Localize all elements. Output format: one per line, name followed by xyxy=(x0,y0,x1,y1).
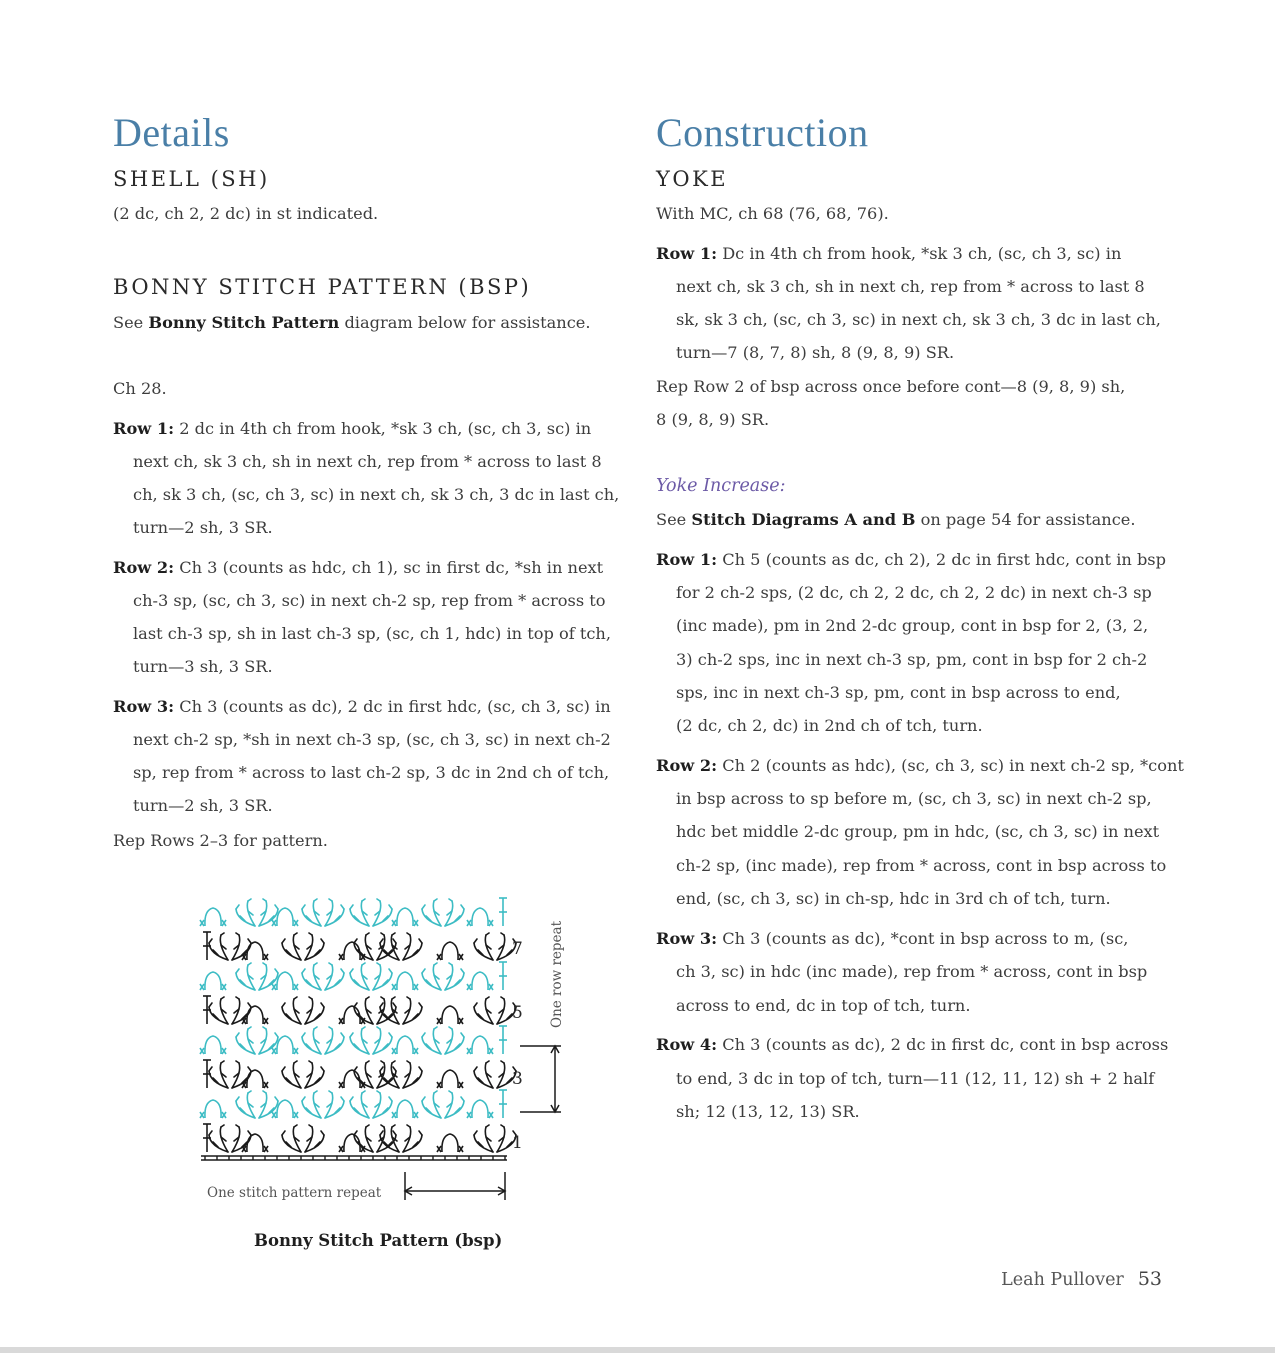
yoke-increase-heading: Yoke Increase: xyxy=(656,476,786,496)
yoke-repeat-line: Rep Row 2 of bsp across once before cont—8 (9, 8, 9) sh, xyxy=(656,377,1126,396)
bsp-row3-line: turn—2 sh, 3 SR. xyxy=(133,796,273,815)
running-title: Leah Pullover xyxy=(1001,1270,1124,1290)
inc-row4-line: sh; 12 (13, 12, 13) SR. xyxy=(676,1102,860,1121)
bsp-row2-line: last ch-3 sp, sh in last ch-3 sp, (sc, ch 1, hdc) in top of tch, xyxy=(133,624,611,643)
bsp-row1-line: ch, sk 3 ch, (sc, ch 3, sc) in next ch, sk 3 ch, 3 dc in last ch, xyxy=(133,485,620,504)
yoke-row1-line: next ch, sk 3 ch, sh in next ch, rep from * across to last 8 xyxy=(676,277,1145,296)
row-label: Row 2: xyxy=(113,558,175,577)
bsp-row2-line: Row 2: Ch 3 (counts as hdc, ch 1), sc in first dc, *sh in next xyxy=(113,558,604,577)
inc-row2-line: hdc bet middle 2-dc group, pm in hdc, (sc, ch 3, sc) in next xyxy=(676,822,1160,841)
bottom-rule xyxy=(0,1347,1275,1353)
stitch-repeat-bracket xyxy=(405,1172,505,1200)
yoke-increase-intro: See Stitch Diagrams A and B on page 54 for assistance. xyxy=(656,510,1136,529)
shell-subhead: SHELL (SH) xyxy=(113,167,270,191)
bsp-row3-line: Row 3: Ch 3 (counts as dc), 2 dc in first hdc, (sc, ch 3, sc) in xyxy=(113,697,611,716)
bsp-row1-line: Row 1: 2 dc in 4th ch from hook, *sk 3 ch, (sc, ch 3, sc) in xyxy=(113,419,592,438)
row-label: Row 2: xyxy=(656,756,718,775)
yoke-row1-line: sk, sk 3 ch, (sc, ch 3, sc) in next ch, sk 3 ch, 3 dc in last ch, xyxy=(676,310,1161,329)
yoke-row1-line: Row 1: Dc in 4th ch from hook, *sk 3 ch, (sc, ch 3, sc) in xyxy=(656,244,1122,263)
bsp-row1-line: next ch, sk 3 ch, sh in next ch, rep from * across to last 8 xyxy=(133,452,602,471)
row-label: Row 3: xyxy=(656,929,718,948)
inc-row1-line: Row 1: Ch 5 (counts as dc, ch 2), 2 dc in first hdc, cont in bsp xyxy=(656,550,1166,569)
row-label: Row 3: xyxy=(113,697,175,716)
row-label: Row 1: xyxy=(656,550,718,569)
yoke-row1-line: turn—7 (8, 7, 8) sh, 8 (9, 8, 9) SR. xyxy=(676,343,955,362)
stitch-repeat-label: One stitch pattern repeat xyxy=(207,1185,382,1201)
inc-row1-line: (inc made), pm in 2nd 2-dc group, cont in bsp for 2, (3, 2, xyxy=(676,616,1149,635)
bsp-row1-line: turn—2 sh, 3 SR. xyxy=(133,518,273,537)
inc-row2-line: Row 2: Ch 2 (counts as hdc), (sc, ch 3, sc) in next ch-2 sp, *cont xyxy=(656,756,1184,775)
inc-row2-line: in bsp across to sp before m, (sc, ch 3, sc) in next ch-2 sp, xyxy=(676,789,1152,808)
row-label-5: 5 xyxy=(512,1003,523,1023)
row-repeat-bracket xyxy=(520,1046,561,1112)
row-label-3: 3 xyxy=(512,1069,523,1089)
inc-row2-line: ch-2 sp, (inc made), rep from * across, cont in bsp across to xyxy=(676,856,1167,875)
bsp-intro: See Bonny Stitch Pattern diagram below for assistance. xyxy=(113,313,591,332)
inc-row3-line: across to end, dc in top of tch, turn. xyxy=(676,996,971,1015)
bsp-subhead: BONNY STITCH PATTERN (BSP) xyxy=(113,275,532,299)
diagram-caption: Bonny Stitch Pattern (bsp) xyxy=(254,1231,503,1250)
row-label-1: 1 xyxy=(512,1133,523,1153)
page-number: 53 xyxy=(1137,1268,1162,1290)
inc-row1-line: sps, inc in next ch-3 sp, pm, cont in bsp across to end, xyxy=(676,683,1121,702)
details-heading: Details xyxy=(113,110,230,155)
row-label-7: 7 xyxy=(512,939,523,959)
row-label: Row 4: xyxy=(656,1035,718,1054)
bonny-stitch-diagram xyxy=(195,888,575,1218)
bsp-repeat: Rep Rows 2–3 for pattern. xyxy=(113,831,328,850)
bsp-chain: Ch 28. xyxy=(113,379,167,398)
bsp-row3-line: sp, rep from * across to last ch-2 sp, 3 dc in 2nd ch of tch, xyxy=(133,763,610,782)
yoke-intro: With MC, ch 68 (76, 68, 76). xyxy=(656,204,889,223)
inc-row1-line: 3) ch-2 sps, inc in next ch-3 sp, pm, cont in bsp for 2 ch-2 xyxy=(676,650,1148,669)
increase-intro-bold: Stitch Diagrams A and B xyxy=(691,510,916,529)
bsp-row2-line: turn—3 sh, 3 SR. xyxy=(133,657,273,676)
inc-row2-line: end, (sc, ch 3, sc) in ch-sp, hdc in 3rd ch of tch, turn. xyxy=(676,889,1111,908)
bsp-row2-line: ch-3 sp, (sc, ch 3, sc) in next ch-2 sp, rep from * across to xyxy=(133,591,606,610)
inc-row1-line: (2 dc, ch 2, dc) in 2nd ch of tch, turn. xyxy=(676,716,983,735)
row-label: Row 1: xyxy=(113,419,175,438)
stitch-chart-svg xyxy=(195,888,575,1218)
bsp-intro-bold: Bonny Stitch Pattern xyxy=(148,313,340,332)
yoke-repeat-line: 8 (9, 8, 9) SR. xyxy=(656,410,770,429)
row-repeat-label: One row repeat xyxy=(549,920,565,1028)
inc-row1-line: for 2 ch-2 sps, (2 dc, ch 2, 2 dc, ch 2, 2 dc) in next ch-3 sp xyxy=(676,583,1152,602)
construction-heading: Construction xyxy=(656,110,869,155)
page-footer xyxy=(1001,1268,1162,1290)
inc-row4-line: Row 4: Ch 3 (counts as dc), 2 dc in first dc, cont in bsp across xyxy=(656,1035,1169,1054)
inc-row3-line: Row 3: Ch 3 (counts as dc), *cont in bsp across to m, (sc, xyxy=(656,929,1129,948)
inc-row3-line: ch 3, sc) in hdc (inc made), rep from * across, cont in bsp xyxy=(676,962,1148,981)
shell-text: (2 dc, ch 2, 2 dc) in st indicated. xyxy=(113,204,379,223)
bsp-row3-line: next ch-2 sp, *sh in next ch-3 sp, (sc, ch 3, sc) in next ch-2 xyxy=(133,730,611,749)
inc-row4-line: to end, 3 dc in top of tch, turn—11 (12, 11, 12) sh + 2 half xyxy=(676,1069,1155,1088)
row-label: Row 1: xyxy=(656,244,718,263)
yoke-subhead: YOKE xyxy=(656,167,729,191)
